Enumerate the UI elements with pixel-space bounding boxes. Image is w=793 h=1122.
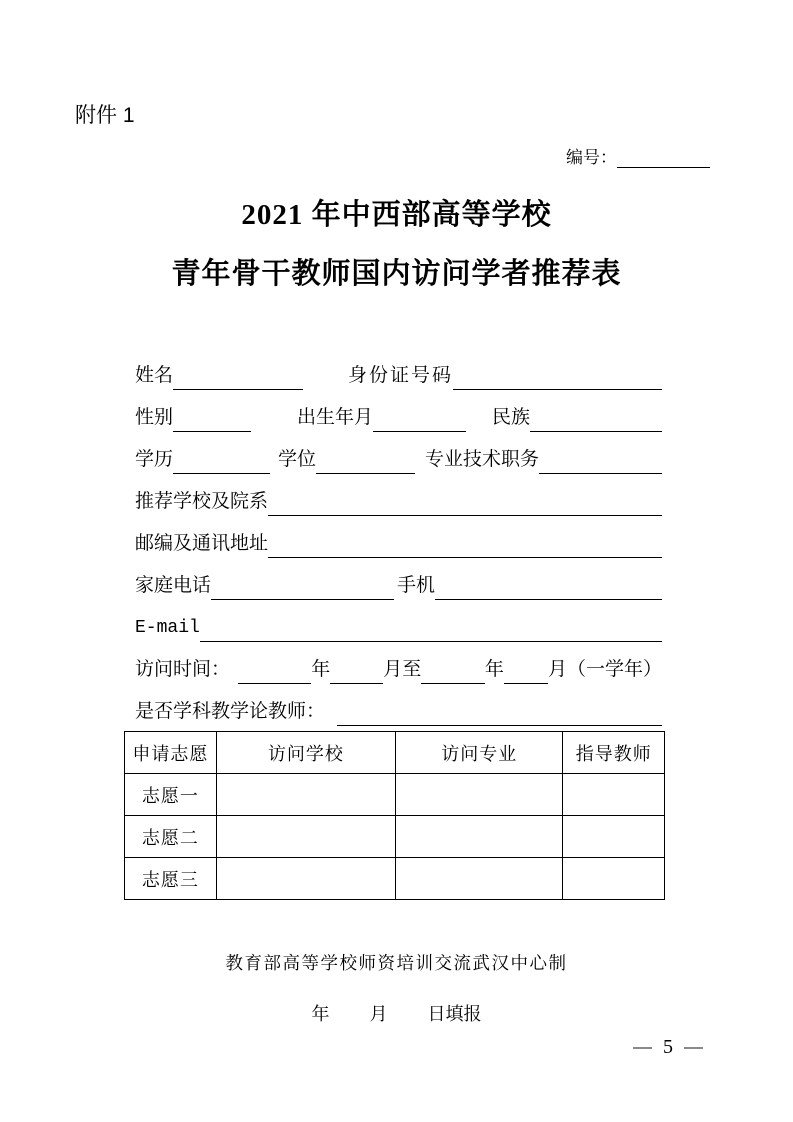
- row-name-id: [135, 360, 662, 390]
- wish2-major-cell: [396, 816, 563, 858]
- row-recommending-school: [135, 486, 662, 516]
- id-number-blank: [453, 364, 662, 390]
- row-visit-time: [135, 654, 662, 684]
- year-to-label: 年: [484, 659, 504, 680]
- id-number-label: 身份证号码: [348, 365, 454, 386]
- year-from-label: 年: [311, 659, 331, 680]
- row-email: [135, 612, 662, 642]
- header-visit-school: 访问学校: [216, 732, 395, 774]
- date-day-label: 日填报: [427, 1004, 482, 1024]
- subject-teacher-blank: [337, 700, 662, 726]
- page-number: [622, 1036, 714, 1059]
- number-line: [566, 142, 710, 168]
- row-subject-teacher: [135, 696, 662, 726]
- wish3-advisor-cell: [563, 858, 665, 900]
- email-blank: [200, 616, 662, 642]
- number-label: 编号：: [566, 148, 617, 167]
- header-advisor: 指导教师: [563, 732, 665, 774]
- name-blank: [173, 364, 303, 390]
- visit-year-from-blank: [238, 658, 311, 684]
- page-title-line1: 2021 年中西部高等学校: [241, 199, 552, 231]
- education-label: 学历: [135, 449, 174, 470]
- wish2-advisor-cell: [563, 816, 665, 858]
- academic-year-label: 月（一学年）: [547, 659, 662, 680]
- visit-month-to-blank: [504, 658, 548, 684]
- wish1-label: 志愿一: [125, 774, 217, 816]
- recommending-school-blank: [268, 490, 662, 516]
- page-title-line2: 青年骨干教师国内访问学者推荐表: [171, 258, 622, 290]
- attachment-label: 附件 1: [75, 104, 135, 127]
- page-number-value: 5: [663, 1036, 673, 1058]
- wish3-label: 志愿三: [125, 858, 217, 900]
- wish1-advisor-cell: [563, 774, 665, 816]
- date-month-label: 月: [369, 1004, 388, 1024]
- postal-address-blank: [268, 532, 662, 558]
- ethnicity-label: 民族: [492, 407, 531, 428]
- table-row: [125, 816, 665, 858]
- table-row: [125, 774, 665, 816]
- wish1-school-cell: [216, 774, 395, 816]
- row-education-degree-title: [135, 444, 662, 474]
- mobile-blank: [435, 574, 662, 600]
- professional-title-blank: [539, 448, 662, 474]
- wish2-label: 志愿二: [125, 816, 217, 858]
- date-year-label: 年: [311, 1004, 330, 1024]
- gender-blank: [173, 406, 251, 432]
- row-phones: [135, 570, 662, 600]
- mobile-label: 手机: [397, 575, 436, 596]
- month-to-label: 月至: [383, 659, 422, 680]
- home-phone-blank: [211, 574, 394, 600]
- visit-month-from-blank: [330, 658, 383, 684]
- page-number-dash-left: [633, 1047, 652, 1049]
- visit-time-label: 访问时间：: [135, 659, 231, 680]
- birth-date-blank: [373, 406, 466, 432]
- wish3-school-cell: [216, 858, 395, 900]
- postal-address-label: 邮编及通讯地址: [135, 533, 269, 554]
- recommending-school-label: 推荐学校及院系: [135, 491, 269, 512]
- name-label: 姓名: [135, 365, 174, 386]
- degree-blank: [316, 448, 415, 474]
- home-phone-label: 家庭电话: [135, 575, 212, 596]
- email-label: E-mail: [135, 618, 200, 638]
- row-postal-address: [135, 528, 662, 558]
- table-row: [125, 858, 665, 900]
- wish3-major-cell: [396, 858, 563, 900]
- birth-date-label: 出生年月: [297, 407, 374, 428]
- issuer-line: 教育部高等学校师资培训交流武汉中心制: [225, 953, 568, 973]
- form-fields: [135, 360, 662, 738]
- professional-title-label: 专业技术职务: [425, 449, 540, 470]
- wish-table: [124, 731, 665, 900]
- degree-label: 学位: [278, 449, 317, 470]
- wish2-school-cell: [216, 816, 395, 858]
- education-blank: [173, 448, 270, 474]
- page-number-dash-right: [684, 1047, 703, 1049]
- header-visit-major: 访问专业: [396, 732, 563, 774]
- wish1-major-cell: [396, 774, 563, 816]
- number-blank: [617, 142, 710, 168]
- ethnicity-blank: [530, 406, 662, 432]
- header-application-wish: 申请志愿: [125, 732, 217, 774]
- row-gender-birth-ethnicity: [135, 402, 662, 432]
- table-header-row: [125, 732, 665, 774]
- gender-label: 性别: [135, 407, 174, 428]
- visit-year-to-blank: [421, 658, 485, 684]
- subject-teacher-label: 是否学科教学论教师：: [135, 701, 326, 722]
- fill-date-line: [0, 1000, 793, 1026]
